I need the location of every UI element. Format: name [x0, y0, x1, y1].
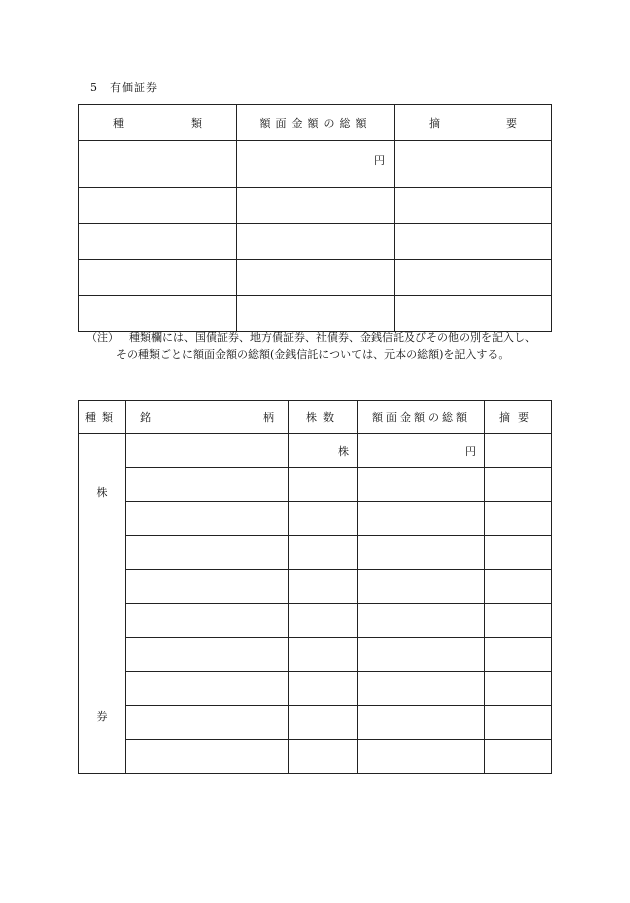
name-cell[interactable] — [126, 502, 289, 536]
shares-cell[interactable] — [289, 604, 358, 638]
remark-cell[interactable] — [485, 672, 552, 706]
table-header-row — [79, 401, 552, 434]
name-cell[interactable] — [126, 570, 289, 604]
remark-cell[interactable] — [395, 188, 552, 224]
amount-cell[interactable] — [237, 141, 395, 188]
kind-cell[interactable] — [79, 188, 237, 224]
amount-cell[interactable] — [358, 502, 485, 536]
shares-cell[interactable] — [289, 706, 358, 740]
remark-cell[interactable] — [395, 260, 552, 296]
amount-cell[interactable] — [358, 536, 485, 570]
shares-cell[interactable] — [289, 502, 358, 536]
remark-cell[interactable] — [485, 502, 552, 536]
kind-merged-cell — [79, 434, 126, 774]
name-cell[interactable] — [126, 468, 289, 502]
shares-cell[interactable] — [289, 434, 358, 468]
table-row — [79, 570, 552, 604]
amount-cell[interactable] — [358, 672, 485, 706]
securities-summary-table — [78, 104, 552, 332]
stock-detail-table — [78, 400, 552, 774]
header-amount: 額面金額の総額 — [237, 105, 395, 141]
remark-cell[interactable] — [485, 570, 552, 604]
amount-cell[interactable] — [237, 296, 395, 332]
remark-cell[interactable] — [395, 224, 552, 260]
table-row — [79, 672, 552, 706]
name-cell[interactable] — [126, 672, 289, 706]
header-name-left: 銘 — [140, 411, 151, 424]
kind-cell[interactable] — [79, 260, 237, 296]
kind-cell[interactable] — [79, 141, 237, 188]
yen-unit: 円 — [465, 444, 476, 458]
table-header-row — [79, 105, 552, 141]
shares-cell[interactable] — [289, 740, 358, 774]
section-title: 5 有価証券 — [90, 81, 158, 94]
amount-cell[interactable] — [358, 740, 485, 774]
amount-cell[interactable] — [237, 224, 395, 260]
header-name-right: 柄 — [263, 411, 274, 424]
header-kind: 種類 — [79, 401, 126, 434]
shares-cell[interactable] — [289, 468, 358, 502]
share-unit: 株 — [338, 444, 349, 458]
shares-cell[interactable] — [289, 638, 358, 672]
amount-cell[interactable] — [358, 570, 485, 604]
kind-label-top: 株 — [96, 486, 108, 499]
footnote — [86, 329, 536, 363]
remark-cell[interactable] — [395, 141, 552, 188]
name-cell[interactable] — [126, 434, 289, 468]
table-row — [79, 740, 552, 774]
table-row — [79, 260, 552, 296]
footnote-tag: （注） — [86, 331, 119, 344]
name-cell[interactable] — [126, 740, 289, 774]
table-row — [79, 706, 552, 740]
table-row — [79, 434, 552, 468]
shares-cell[interactable] — [289, 672, 358, 706]
remark-cell[interactable] — [485, 604, 552, 638]
table-row — [79, 536, 552, 570]
name-cell[interactable] — [126, 604, 289, 638]
table-row — [79, 296, 552, 332]
shares-cell[interactable] — [289, 536, 358, 570]
amount-cell[interactable] — [358, 706, 485, 740]
amount-cell[interactable] — [358, 604, 485, 638]
header-remark-left: 摘 — [429, 116, 440, 130]
name-cell[interactable] — [126, 536, 289, 570]
table-row — [79, 502, 552, 536]
amount-cell[interactable] — [237, 188, 395, 224]
remark-cell[interactable] — [485, 468, 552, 502]
header-kind-right: 類 — [191, 116, 202, 130]
amount-cell[interactable] — [358, 638, 485, 672]
remark-cell[interactable] — [485, 740, 552, 774]
remark-cell[interactable] — [395, 296, 552, 332]
footnote-line1-text: 種類欄には、国債証券、地方債証券、社債券、金銭信託及びその他の別を記入し、 — [129, 331, 536, 344]
remark-cell[interactable] — [485, 434, 552, 468]
footnote-line2: その種類ごとに額面金額の総額(金銭信託については、元本の総額)を記入する。 — [116, 348, 510, 361]
table-row — [79, 224, 552, 260]
name-cell[interactable] — [126, 706, 289, 740]
header-kind-left: 種 — [113, 116, 124, 130]
shares-cell[interactable] — [289, 570, 358, 604]
header-name — [126, 401, 289, 434]
table-row — [79, 604, 552, 638]
amount-cell[interactable] — [237, 260, 395, 296]
header-remark: 摘要 — [485, 401, 552, 434]
header-kind — [79, 105, 237, 141]
footnote-line1 — [86, 329, 536, 346]
kind-label-bottom: 券 — [96, 710, 108, 723]
table-row — [79, 141, 552, 188]
amount-cell[interactable] — [358, 468, 485, 502]
header-shares: 株数 — [289, 401, 358, 434]
remark-cell[interactable] — [485, 638, 552, 672]
remark-cell[interactable] — [485, 536, 552, 570]
table-row — [79, 468, 552, 502]
header-amount: 額面金額の総額 — [358, 401, 485, 434]
table-row — [79, 638, 552, 672]
amount-cell[interactable] — [358, 434, 485, 468]
kind-cell[interactable] — [79, 296, 237, 332]
kind-cell[interactable] — [79, 224, 237, 260]
remark-cell[interactable] — [485, 706, 552, 740]
name-cell[interactable] — [126, 638, 289, 672]
header-remark — [395, 105, 552, 141]
table-row — [79, 188, 552, 224]
header-remark-right: 要 — [506, 116, 517, 130]
yen-unit: 円 — [374, 154, 385, 167]
